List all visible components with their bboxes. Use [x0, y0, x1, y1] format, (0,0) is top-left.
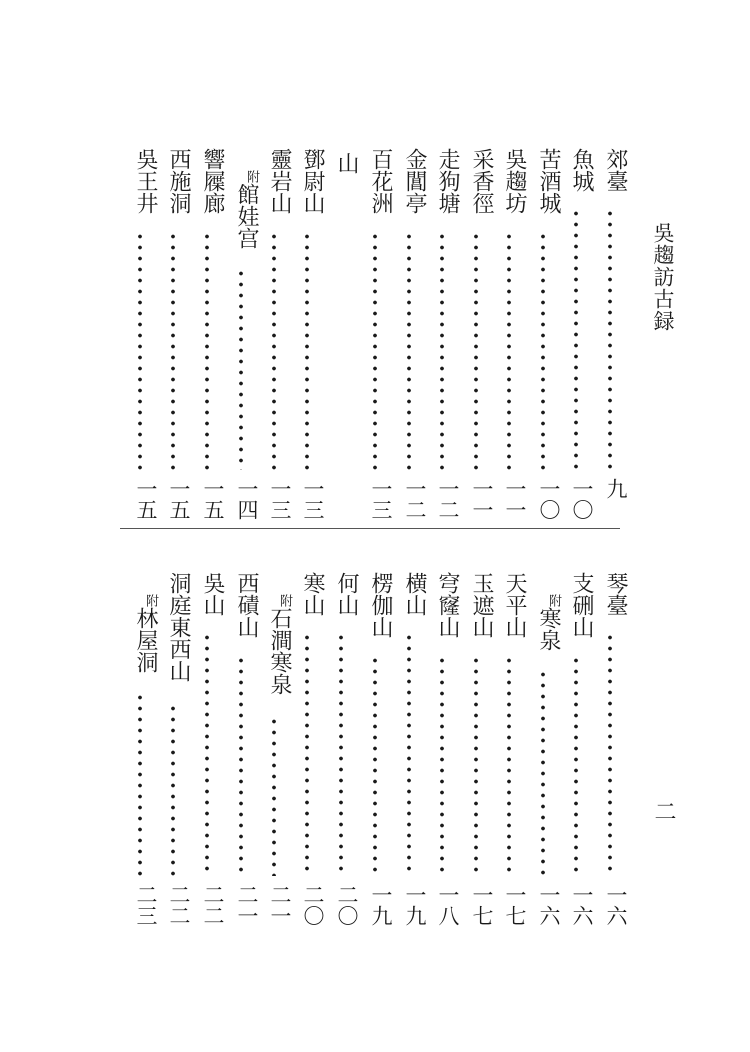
leader-dots [171, 703, 175, 876]
entry-page-number: 一八 [436, 884, 460, 926]
entry-appendix [526, 594, 560, 651]
appendix-marker: 附 [244, 170, 259, 183]
entry-title: 魚城 [569, 148, 594, 192]
toc-entry [492, 0, 526, 1052]
entry-title: 支硎山 [569, 572, 594, 638]
appendix-marker: 附 [546, 594, 561, 607]
entry-page-number: 一二 [403, 478, 427, 520]
entry-title: 穹窿山 [435, 572, 460, 638]
entry-page-number: 一六 [604, 884, 628, 926]
entry-page-number: 二三 [134, 884, 158, 926]
entry-title: 采香徑 [469, 148, 494, 214]
entry-title: 百花洲 [368, 148, 393, 214]
entry-page-number: 一四 [235, 478, 259, 520]
appendix-marker: 附 [143, 594, 158, 607]
entry-title: 吳山 [200, 572, 225, 616]
toc-entry [123, 0, 157, 1052]
toc-entry [425, 0, 459, 1052]
toc-entry [156, 0, 190, 1052]
entry-page-number: 一七 [503, 884, 527, 926]
entry-title: 金閶亭 [402, 148, 427, 214]
toc-entry [358, 0, 392, 1052]
leader-dots [373, 655, 377, 876]
entry-title: 響屧廊 [200, 148, 225, 214]
entry-title: 館娃宫 [234, 183, 259, 249]
toc-entry [593, 0, 627, 1052]
leader-dots [138, 692, 142, 876]
leader-dots [407, 632, 411, 876]
toc-entry [526, 0, 560, 1052]
section-heading: 山 [334, 152, 359, 174]
toc-entry [459, 0, 493, 1052]
entry-page-number: 一三 [301, 478, 325, 520]
entry-page-number: 一五 [201, 478, 225, 520]
book-title: 吳趨訪古録 [651, 222, 675, 332]
entry-title: 玉遮山 [469, 572, 494, 638]
entry-page-number: 一六 [570, 884, 594, 926]
entry-title: 天平山 [502, 572, 527, 638]
entry-page-number: 二〇 [301, 884, 325, 926]
entry-page-number: 一〇 [570, 478, 594, 520]
entry-page-number: 二二 [167, 884, 191, 926]
entry-title: 西施洞 [166, 148, 191, 214]
entry-title: 楞伽山 [368, 572, 393, 638]
entry-page-number: 一二 [436, 478, 460, 520]
entry-page-number: 二二 [201, 884, 225, 926]
entry-page-number: 一七 [470, 884, 494, 926]
toc-entry [257, 0, 291, 1052]
page-number: 二 [651, 800, 676, 822]
entry-title: 西磧山 [234, 572, 259, 638]
leader-dots [574, 655, 578, 876]
entry-title: 石澗寒泉 [267, 607, 292, 695]
toc-entry [290, 0, 324, 1052]
entry-page-number: 一〇 [537, 478, 561, 520]
toc-entry [324, 0, 358, 1052]
entry-title: 郊臺 [603, 148, 628, 192]
entry-title: 吳趨坊 [502, 148, 527, 214]
leader-dots [339, 632, 343, 876]
leader-dots [541, 669, 545, 876]
entry-title: 鄧尉山 [300, 148, 325, 214]
entry-title: 寒泉 [536, 607, 561, 651]
appendix-marker: 附 [277, 594, 292, 607]
entry-page-number: 一九 [403, 884, 427, 926]
entry-title: 靈岩山 [267, 148, 292, 214]
entry-page-number: 二一 [268, 884, 292, 926]
toc-entry [392, 0, 426, 1052]
entry-page-number: 一六 [537, 884, 561, 926]
toc-entry [559, 0, 593, 1052]
entry-page-number: 一五 [134, 478, 158, 520]
leader-dots [440, 655, 444, 876]
toc-entry [224, 0, 258, 1052]
entry-title: 洞庭東西山 [166, 572, 191, 682]
leader-dots [507, 655, 511, 876]
entry-page-number: 一一 [503, 478, 527, 520]
entry-page-number: 一三 [369, 478, 393, 520]
entry-page-number: 一九 [369, 884, 393, 926]
toc-entry [190, 0, 224, 1052]
entry-page-number: 一一 [470, 478, 494, 520]
entry-title: 吳王井 [133, 148, 158, 214]
leader-dots [205, 632, 209, 876]
entry-page-number: 一五 [167, 478, 191, 520]
leader-dots [239, 655, 243, 876]
leader-dots [608, 632, 612, 876]
entry-title: 琴臺 [603, 572, 628, 616]
entry-page-number: 九 [604, 478, 628, 499]
leader-dots [474, 655, 478, 876]
entry-page-number: 二〇 [335, 884, 359, 926]
entry-title: 横山 [402, 572, 427, 616]
entry-appendix [257, 594, 291, 695]
leader-dots [272, 716, 276, 876]
leader-dots [305, 632, 309, 876]
entry-page-number: 二一 [235, 884, 259, 926]
entry-appendix [123, 594, 157, 673]
entry-title: 林屋洞 [133, 607, 158, 673]
entry-title: 寒山 [300, 572, 325, 616]
entry-title: 苦酒城 [536, 148, 561, 214]
entry-title: 何山 [334, 572, 359, 616]
entry-title: 走狗塘 [435, 148, 460, 214]
entry-page-number: 一三 [268, 478, 292, 520]
